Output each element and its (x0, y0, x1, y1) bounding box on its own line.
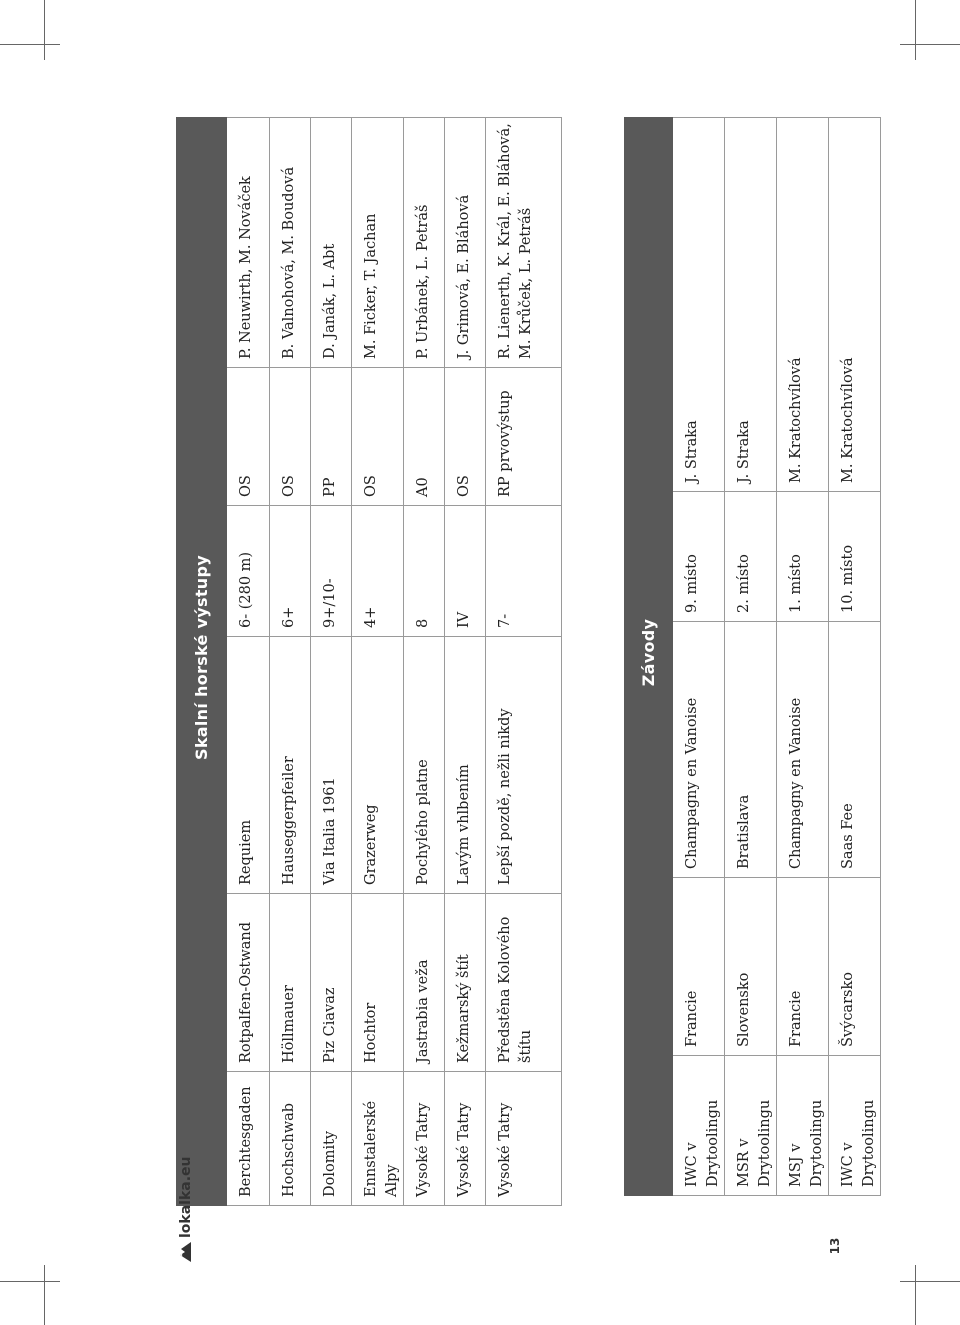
cell-place: 9. místo (673, 492, 725, 622)
cell-region: Vysoké Tatry (445, 1072, 486, 1206)
cell-place: 2. místo (725, 492, 777, 622)
cell-region: Vysoké Tatry (404, 1072, 445, 1206)
cell-peak: Hochtor (352, 894, 404, 1072)
table-row (829, 117, 881, 1195)
cell-event: IWC v Drytoolingu (673, 1056, 725, 1196)
cell-grade: 6+ (270, 506, 311, 637)
crop-mark (0, 1281, 60, 1282)
crop-mark (915, 1265, 916, 1325)
cell-route: Requiem (227, 637, 270, 894)
cell-style: OS (352, 368, 404, 506)
crop-mark (44, 1265, 45, 1325)
cell-grade: 7- (486, 506, 562, 637)
cell-region: Dolomity (311, 1072, 352, 1206)
cell-route: Hauseggerpfeiler (270, 637, 311, 894)
table-row (404, 118, 445, 1206)
cell-climbers: P. Neuwirth, M. Nováček (227, 118, 270, 368)
cell-climbers: B. Valnohová, M. Boudová (270, 118, 311, 368)
cell-route: Pochylého platne (404, 637, 445, 894)
table-row (445, 118, 486, 1206)
cell-event: IWC v Drytoolingu (829, 1056, 881, 1196)
crop-mark (44, 0, 45, 60)
cell-country: Slovensko (725, 878, 777, 1056)
cell-region: Hochschwab (270, 1072, 311, 1206)
cell-grade: 4+ (352, 506, 404, 637)
cell-grade: 9+/10- (311, 506, 352, 637)
cell-peak: Kežmarský štít (445, 894, 486, 1072)
rock-climbs-table (176, 118, 550, 1206)
cell-peak: Höllmauer (270, 894, 311, 1072)
cell-venue: Saas Fee (829, 622, 881, 878)
cell-style: RP prvovýstup (486, 368, 562, 506)
cell-peak: Předstěna Kolového štítu (486, 894, 562, 1072)
cell-route: Via Italia 1961 (311, 637, 352, 894)
cell-place: 1. místo (777, 492, 829, 622)
cell-style: OS (270, 368, 311, 506)
cell-grade: IV (445, 506, 486, 637)
cell-route: Lepší pozdě, nežli nikdy (486, 637, 562, 894)
brand-logo[interactable] (176, 1156, 195, 1262)
cell-climbers: J. Grimová, E. Bláhová (445, 118, 486, 368)
cell-grade: 8 (404, 506, 445, 637)
cell-style: PP (311, 368, 352, 506)
cell-venue: Bratislava (725, 622, 777, 878)
brand-name: lokalka.eu (177, 1156, 194, 1238)
cell-country: Francie (777, 878, 829, 1056)
cell-country: Švýcarsko (829, 878, 881, 1056)
crop-mark (900, 1281, 960, 1282)
table-row (311, 118, 352, 1206)
cell-competitor: M. Kratochvílová (777, 117, 829, 491)
cell-region: Berchtesgaden (227, 1072, 270, 1206)
cell-region: Vysoké Tatry (486, 1072, 562, 1206)
cell-place: 10. místo (829, 492, 881, 622)
cell-style: A0 (404, 368, 445, 506)
competitions-table (624, 118, 877, 1196)
cell-venue: Champagny en Vanoise (673, 622, 725, 878)
cell-peak: Jastrabia veža (404, 894, 445, 1072)
table-row (725, 117, 777, 1195)
table-row (270, 118, 311, 1206)
table-title: Závody (625, 117, 673, 1195)
cell-competitor: M. Kratochvílová (829, 117, 881, 491)
cell-event: MSR v Drytoolingu (725, 1056, 777, 1196)
cell-route: Lavým vhlbením (445, 637, 486, 894)
cell-climbers: P. Urbánek, L. Petráš (404, 118, 445, 368)
cell-route: Grazerweg (352, 637, 404, 894)
cell-venue: Champagny en Vanoise (777, 622, 829, 878)
cell-climbers: R. Lienerth, K. Král, E. Bláhová, M. Krůček, L. Petráš (486, 118, 562, 368)
cell-climbers: D. Janák, L. Abt (311, 118, 352, 368)
cell-climbers: M. Ficker, T. Jachan (352, 118, 404, 368)
cell-competitor: J. Straka (725, 117, 777, 491)
table-row (486, 118, 562, 1206)
crop-mark (0, 44, 60, 45)
crop-mark (915, 0, 916, 60)
cell-region: Ennstalerské Alpy (352, 1072, 404, 1206)
table-row (227, 118, 270, 1206)
cell-style: OS (227, 368, 270, 506)
mountain-icon (176, 1242, 195, 1262)
cell-peak: Rotpalfen-Ostwand (227, 894, 270, 1072)
cell-competitor: J. Straka (673, 117, 725, 491)
crop-mark (900, 44, 960, 45)
cell-style: OS (445, 368, 486, 506)
table-title: Skalní horské výstupy (177, 118, 227, 1206)
table-row (352, 118, 404, 1206)
cell-event: MSJ v Drytoolingu (777, 1056, 829, 1196)
table-row (777, 117, 829, 1195)
cell-country: Francie (673, 878, 725, 1056)
cell-peak: Piz Ciavaz (311, 894, 352, 1072)
page-number: 13 (828, 1237, 842, 1255)
cell-grade: 6- (280 m) (227, 506, 270, 637)
table-row (673, 117, 725, 1195)
